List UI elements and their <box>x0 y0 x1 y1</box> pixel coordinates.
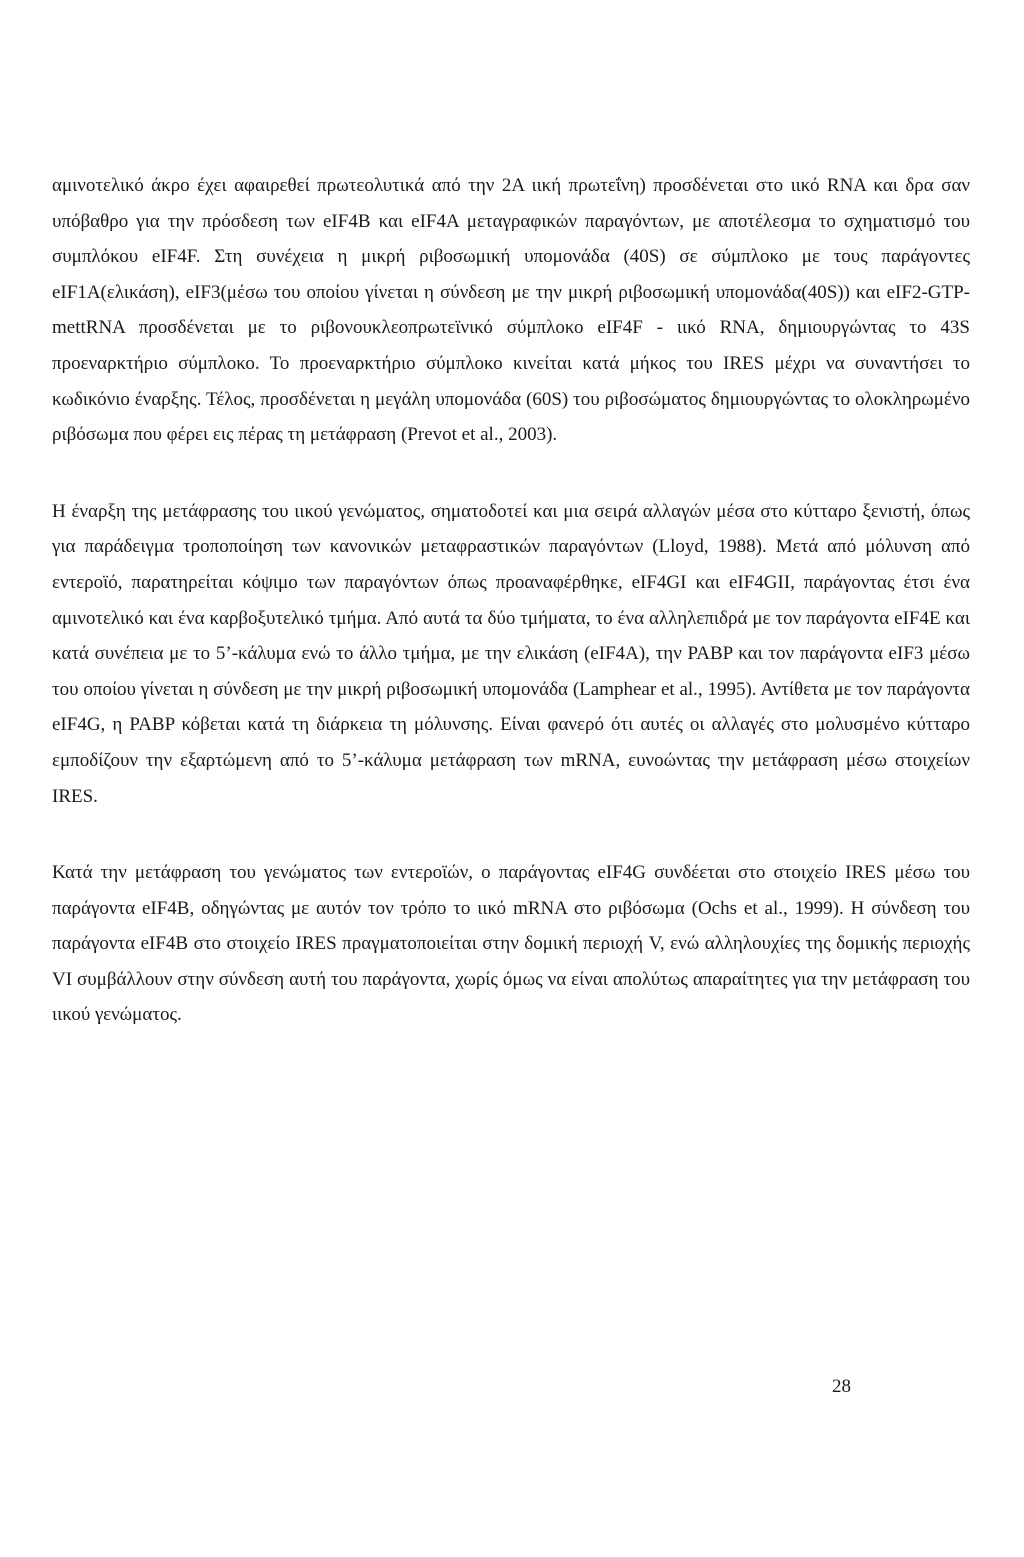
document-body <box>52 168 970 1033</box>
paragraph-3: Κατά την μετάφραση του γενώματος των εντεροϊών, ο παράγοντας eIF4G συνδέεται στο στοιχείο IRES μέσω του παράγοντα eIF4B, οδηγώντας με αυτόν τον τρόπο το ιικό mRNA στο ριβόσωμα (Ochs et al., 1999). Η σύνδεση του παράγοντα eIF4B στο στοιχείο IRES πραγματοποιείται στην δομική περιοχή V, ενώ αλληλουχίες της δομικής περιοχής VI συμβάλλουν στην σύνδεση αυτή του παράγοντα, χωρίς όμως να είναι απολύτως απαραίτητες για την μετάφραση του ιικού γενώματος. <box>52 862 970 1026</box>
paragraph-1: αμινοτελικό άκρο έχει αφαιρεθεί πρωτεολυτικά από την 2Α ιική πρωτεΐνη) προσδένεται στο ιικό RNA και δρα σαν υπόβαθρο για την πρόσδεση των eIF4B και eIF4A μεταγραφικών παραγόντων, με αποτέλεσμα το σχηματισμό του συμπλόκου eIF4F. Στη συνέχεια η μικρή ριβοσωμική υπομονάδα (40S) σε σύμπλοκο με τους παράγοντες eIF1A(ελικάση), eIF3(μέσω του οποίου γίνεται η σύνδεση με την μικρή ριβοσωμική υπομονάδα(40S)) και eIF2-GTP-mettRNA προσδένεται με το ριβονουκλεοπρωτεϊνικό σύμπλοκο eIF4F - ιικό RNA, δημιουργώντας το 43S προεναρκτήριο σύμπλοκο. Το προεναρκτήριο σύμπλοκο κινείται κατά μήκος του IRES μέχρι να συναντήσει το κωδικόνιο έναρξης. Τέλος, προσδένεται η μεγάλη υπομονάδα (60S) του ριβοσώματος δημιουργώντας το ολοκληρωμένο ριβόσωμα που φέρει εις πέρας τη μετάφραση (Prevot et al., 2003). <box>52 175 970 446</box>
paragraph-2: Η έναρξη της μετάφρασης του ιικού γενώματος, σηματοδοτεί και μια σειρά αλλαγών μέσα στο κύτταρο ξενιστή, όπως για παράδειγμα τροποποίηση των κανονικών μεταφραστικών παραγόντων (Lloyd, 1988). Μετά από μόλυνση από εντεροϊό, παρατηρείται κόψιμο των παραγόντων όπως προαναφέρθηκε, eIF4GI και eIF4GII, παράγοντας έτσι ένα αμινοτελικό και ένα καρβοξυτελικό τμήμα. Από αυτά τα δύο τμήματα, το ένα αλληλεπιδρά με τον παράγοντα eIF4E και κατά συνέπεια με το 5’-κάλυμα ενώ το άλλο τμήμα, με την ελικάση (eIF4A), την PABP και τον παράγοντα eIF3 μέσω του οποίου γίνεται η σύνδεση με την μικρή ριβοσωμική υπομονάδα (Lamphear et al., 1995). Αντίθετα με τον παράγοντα eIF4G, η PABP κόβεται κατά τη διάρκεια τη μόλυνσης. Είναι φανερό ότι αυτές οι αλλαγές στο μολυσμένο κύτταρο εμποδίζουν την εξαρτώμενη από το 5’-κάλυμα μετάφραση των mRNA, ευνοώντας την μετάφραση μέσω στοιχείων IRES. <box>52 500 970 807</box>
page-number: 28 <box>832 1376 851 1397</box>
